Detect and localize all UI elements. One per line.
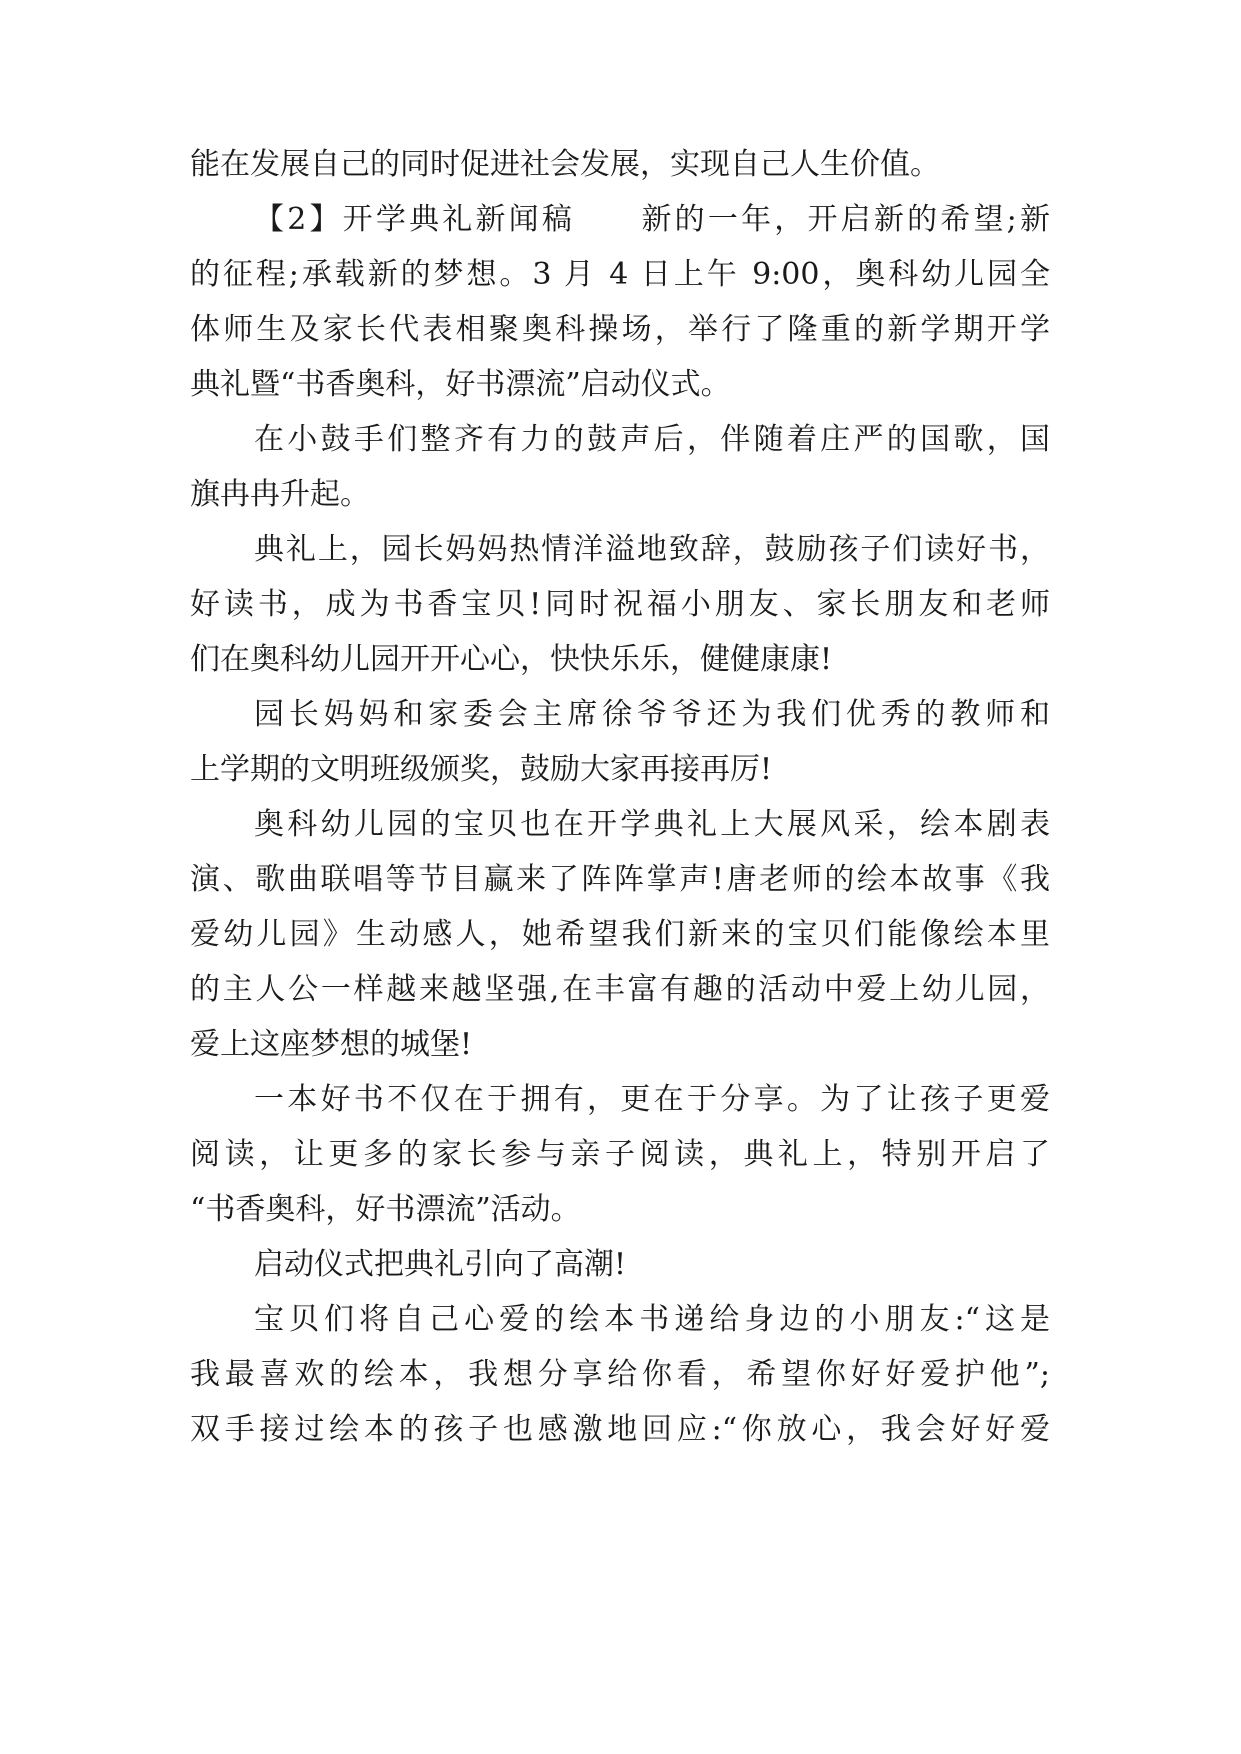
text-line: 阅读，让更多的家长参与亲子阅读，典礼上，特别开启了	[190, 1137, 1050, 1172]
text-line: 园长妈妈和家委会主席徐爷爷还为我们优秀的教师和	[254, 697, 1050, 732]
text-line: 们在奥科幼儿园开开心心，快快乐乐，健健康康!	[190, 642, 833, 677]
text-line: 的征程;承载新的梦想。3 月 4 日上午 9:00，奥科幼儿园全	[190, 257, 1050, 292]
text-line: 启动仪式把典礼引向了高潮!	[254, 1247, 627, 1282]
text-line: 演、歌曲联唱等节目赢来了阵阵掌声!唐老师的绘本故事《我	[190, 862, 1050, 897]
text-line: 的主人公一样越来越坚强,在丰富有趣的活动中爱上幼儿园，	[190, 972, 1050, 1007]
text-line: 双手接过绘本的孩子也感激地回应:“你放心，我会好好爱	[190, 1412, 1050, 1447]
text-line: 宝贝们将自己心爱的绘本书递给身边的小朋友:“这是	[254, 1302, 1050, 1337]
text-line: 在小鼓手们整齐有力的鼓声后，伴随着庄严的国歌，国	[254, 422, 1050, 457]
text-line: 爱幼儿园》生动感人，她希望我们新来的宝贝们能像绘本里	[190, 917, 1050, 952]
text-line: 我最喜欢的绘本，我想分享给你看，希望你好好爱护他”;	[190, 1357, 1050, 1392]
text-line: “书香奥科，好书漂流”活动。	[190, 1192, 581, 1227]
text-line: 一本好书不仅在于拥有，更在于分享。为了让孩子更爱	[254, 1082, 1050, 1117]
text-line: 上学期的文明班级颁奖，鼓励大家再接再厉!	[190, 752, 773, 787]
text-line: 典礼上，园长妈妈热情洋溢地致辞，鼓励孩子们读好书，	[254, 532, 1050, 567]
text-line: 奥科幼儿园的宝贝也在开学典礼上大展风采，绘本剧表	[254, 807, 1050, 842]
text-line: 能在发展自己的同时促进社会发展，实现自己人生价值。	[190, 147, 940, 182]
section-heading-line: 【2】开学典礼新闻稿 新的一年，开启新的希望;新	[254, 202, 1050, 237]
text-line: 体师生及家长代表相聚奥科操场，举行了隆重的新学期开学	[190, 312, 1050, 347]
text-line: 好读书，成为书香宝贝!同时祝福小朋友、家长朋友和老师	[190, 587, 1050, 622]
text-line: 典礼暨“书香奥科，好书漂流”启动仪式。	[190, 367, 731, 402]
text-line: 爱上这座梦想的城堡!	[190, 1027, 473, 1062]
text-line: 旗冉冉升起。	[190, 477, 370, 512]
